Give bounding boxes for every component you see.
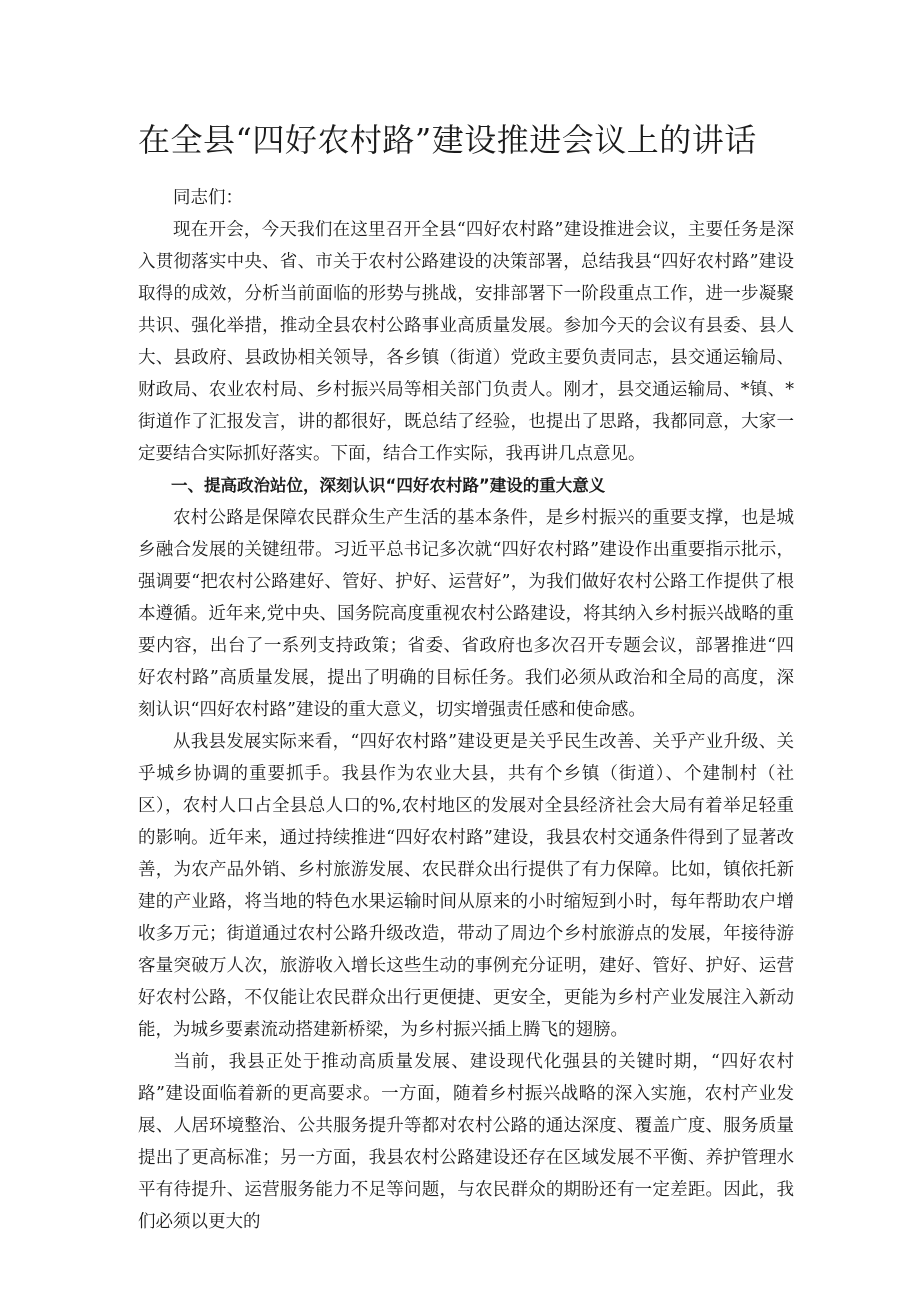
section-heading-1: 一、提高政治站位，深刻认识“四好农村路”建设的重大意义 bbox=[171, 476, 606, 495]
paragraph-section1-1: 农村公路是保障农民群众生产生活的基本条件，是乡村振兴的重要支撑，也是城乡融合发展的关键纽带。习近平总书记多次就“四好农村路”建设作出重要指示批示，强调要“把农村公路建好、管好、护好、运营好”，为我们做好农村公路工作提供了根本遵循。近年来,党中央、国务院高度重视农村公路建设，将其纳入乡村振兴战略的重要内容，出台了一系列支持政策；省委、省政府也多次召开专题会议，部署推进“四好农村路”高质量发展，提出了明确的目标任务。我们必须从政治和全局的高度，深刻认识“四好农村路”建设的重大意义，切实增强责任感和使命感。 bbox=[138, 508, 794, 720]
paragraph-opening: 现在开会，今天我们在这里召开全县“四好农村路”建设推进会议，主要任务是深入贯彻落实中央、省、市关于农村公路建设的决策部署，总结我县“四好农村路”建设取得的成效，分析当前面临的形势与挑战，安排部署下一阶段重点工作，进一步凝聚共识、强化举措，推动全县农村公路事业高质量发展。参加今天的会议有县委、县人大、县政府、县政协相关领导，各乡镇（街道）党政主要负责同志，县交通运输局、财政局、农业农村局、乡村振兴局等相关部门负责人。刚才，县交通运输局、*镇、*街道作了汇报发言，讲的都很好，既总结了经验，也提出了思路，我都同意，大家一定要结合实际抓好落实。下面，结合工作实际，我再讲几点意见。 bbox=[138, 220, 794, 464]
document-title: 在全县“四好农村路”建设推进会议上的讲话 bbox=[138, 121, 757, 159]
paragraph-section1-3: 当前，我县正处于推动高质量发展、建设现代化强县的关键时期，“四好农村路”建设面临着新的更高要求。一方面，随着乡村振兴战略的深入实施，农村产业发展、人居环境整治、公共服务提升等都对农村公路的通达深度、覆盖广度、服务质量提出了更高标准；另一方面，我县农村公路建设还存在区域发展不平衡、养护管理水平有待提升、运营服务能力不足等问题，与农民群众的期盼还有一定差距。因此，我们必须以更大的 bbox=[138, 1052, 794, 1232]
paragraph-section1-2: 从我县发展实际来看，“四好农村路”建设更是关乎民生改善、关乎产业升级、关乎城乡协调的重要抓手。我县作为农业大县，共有个乡镇（街道）、个建制村（社区），农村人口占全县总人口的%,农村地区的发展对全县经济社会大局有着举足轻重的影响。近年来，通过持续推进“四好农村路”建设，我县农村交通条件得到了显著改善，为农产品外销、乡村旅游发展、农民群众出行提供了有力保障。比如，镇依托新建的产业路，将当地的特色水果运输时间从原来的小时缩短到小时，每年帮助农户增收多万元；街道通过农村公路升级改造，带动了周边个乡村旅游点的发展，年接待游客量突破万人次，旅游收入增长这些生动的事例充分证明，建好、管好、护好、运营好农村公路，不仅能让农民群众出行更便捷、更安全，更能为乡村产业发展注入新动能，为城乡要素流动搭建新桥梁，为乡村振兴插上腾飞的翅膀。 bbox=[138, 732, 794, 1040]
document-body bbox=[138, 182, 794, 1238]
salutation: 同志们： bbox=[173, 188, 243, 208]
